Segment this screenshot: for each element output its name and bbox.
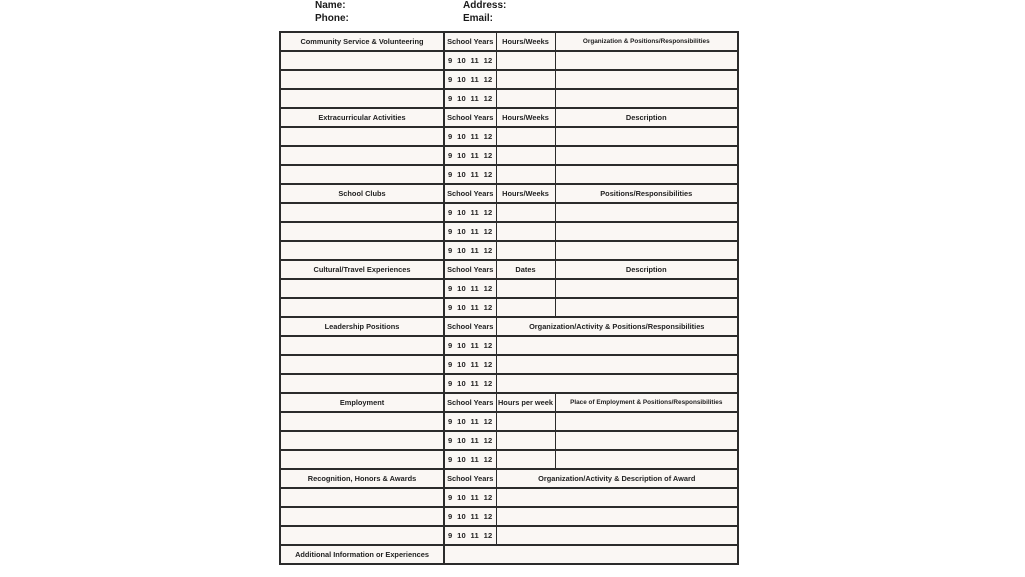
activity-name-field[interactable] <box>280 355 444 374</box>
column-header-school-years: School Years <box>444 32 496 51</box>
additional-information-row <box>280 545 738 564</box>
column-header-place-of-employment-positions-responsibilities: Place of Employment & Positions/Responsibilities <box>555 393 738 412</box>
additional-information-field[interactable] <box>444 545 738 564</box>
entry-row-community-service-volunteering <box>280 89 738 108</box>
entry-row-cultural-travel-experiences <box>280 279 738 298</box>
entry-row-cultural-travel-experiences <box>280 298 738 317</box>
hours-weeks-field[interactable] <box>496 51 555 70</box>
description-field[interactable] <box>555 279 738 298</box>
address-label: Address: <box>463 0 507 11</box>
school-years-options[interactable]: 9 10 11 12 <box>444 51 496 70</box>
activity-name-field[interactable] <box>280 165 444 184</box>
positions-responsibilities-field[interactable] <box>555 222 738 241</box>
section-title: Extracurricular Activities <box>280 108 444 127</box>
section-header-cultural-travel-experiences <box>280 260 738 279</box>
hours-weeks-field[interactable] <box>496 146 555 165</box>
organization-activity-positions-responsibilities-field[interactable] <box>496 374 738 393</box>
section-title: Employment <box>280 393 444 412</box>
activity-name-field[interactable] <box>280 127 444 146</box>
column-header-school-years: School Years <box>444 260 496 279</box>
entry-row-school-clubs <box>280 203 738 222</box>
entry-row-community-service-volunteering <box>280 51 738 70</box>
section-header-extracurricular-activities <box>280 108 738 127</box>
school-years-options[interactable]: 9 10 11 12 <box>444 203 496 222</box>
entry-row-extracurricular-activities <box>280 146 738 165</box>
school-years-options[interactable]: 9 10 11 12 <box>444 431 496 450</box>
entry-row-extracurricular-activities <box>280 165 738 184</box>
entry-row-leadership-positions <box>280 336 738 355</box>
activity-name-field[interactable] <box>280 279 444 298</box>
entry-row-employment <box>280 431 738 450</box>
column-header-organization-activity-description-of-award: Organization/Activity & Description of Award <box>496 469 738 488</box>
activity-name-field[interactable] <box>280 241 444 260</box>
email-label: Email: <box>463 13 494 24</box>
description-field[interactable] <box>555 127 738 146</box>
section-header-community-service-volunteering <box>280 32 738 51</box>
section-header-recognition-honors-awards <box>280 469 738 488</box>
school-years-options[interactable]: 9 10 11 12 <box>444 507 496 526</box>
school-years-options[interactable]: 9 10 11 12 <box>444 450 496 469</box>
school-years-options[interactable]: 9 10 11 12 <box>444 355 496 374</box>
school-years-options[interactable]: 9 10 11 12 <box>444 241 496 260</box>
column-header-hours-weeks: Hours/Weeks <box>496 184 555 203</box>
positions-responsibilities-field[interactable] <box>555 203 738 222</box>
section-header-leadership-positions <box>280 317 738 336</box>
organization-activity-positions-responsibilities-field[interactable] <box>496 336 738 355</box>
column-header-positions-responsibilities: Positions/Responsibilities <box>555 184 738 203</box>
description-field[interactable] <box>555 165 738 184</box>
entry-row-school-clubs <box>280 222 738 241</box>
entry-row-leadership-positions <box>280 355 738 374</box>
hours-weeks-field[interactable] <box>496 222 555 241</box>
organization-positions-responsibilities-field[interactable] <box>555 70 738 89</box>
additional-information-label: Additional Information or Experiences <box>280 545 444 564</box>
activity-name-field[interactable] <box>280 222 444 241</box>
organization-activity-description-of-award-field[interactable] <box>496 488 738 507</box>
positions-responsibilities-field[interactable] <box>555 241 738 260</box>
activity-name-field[interactable] <box>280 507 444 526</box>
school-years-options[interactable]: 9 10 11 12 <box>444 165 496 184</box>
entry-row-recognition-honors-awards <box>280 507 738 526</box>
hours-weeks-field[interactable] <box>496 165 555 184</box>
section-header-employment <box>280 393 738 412</box>
section-title: Recognition, Honors & Awards <box>280 469 444 488</box>
hours-per-week-field[interactable] <box>496 431 555 450</box>
dates-field[interactable] <box>496 279 555 298</box>
school-years-options[interactable]: 9 10 11 12 <box>444 526 496 545</box>
entry-row-school-clubs <box>280 241 738 260</box>
entry-row-community-service-volunteering <box>280 70 738 89</box>
column-header-hours-per-week: Hours per week <box>496 393 555 412</box>
activity-name-field[interactable] <box>280 89 444 108</box>
column-header-organization-positions-responsibilities: Organization & Positions/Responsibilities <box>555 32 738 51</box>
column-header-school-years: School Years <box>444 184 496 203</box>
place-of-employment-positions-responsibilities-field[interactable] <box>555 450 738 469</box>
entry-row-employment <box>280 412 738 431</box>
organization-positions-responsibilities-field[interactable] <box>555 89 738 108</box>
place-of-employment-positions-responsibilities-field[interactable] <box>555 412 738 431</box>
column-header-hours-weeks: Hours/Weeks <box>496 32 555 51</box>
column-header-organization-activity-positions-responsibilities: Organization/Activity & Positions/Responsibilities <box>496 317 738 336</box>
organization-activity-description-of-award-field[interactable] <box>496 507 738 526</box>
entry-row-employment <box>280 450 738 469</box>
school-years-options[interactable]: 9 10 11 12 <box>444 412 496 431</box>
school-years-options[interactable]: 9 10 11 12 <box>444 222 496 241</box>
hours-weeks-field[interactable] <box>496 127 555 146</box>
activity-name-field[interactable] <box>280 450 444 469</box>
school-years-options[interactable]: 9 10 11 12 <box>444 146 496 165</box>
school-years-options[interactable]: 9 10 11 12 <box>444 488 496 507</box>
section-title: Leadership Positions <box>280 317 444 336</box>
hours-per-week-field[interactable] <box>496 412 555 431</box>
description-field[interactable] <box>555 146 738 165</box>
column-header-description: Description <box>555 260 738 279</box>
hours-weeks-field[interactable] <box>496 203 555 222</box>
hours-weeks-field[interactable] <box>496 241 555 260</box>
activity-name-field[interactable] <box>280 412 444 431</box>
school-years-options[interactable]: 9 10 11 12 <box>444 279 496 298</box>
organization-activity-description-of-award-field[interactable] <box>496 526 738 545</box>
dates-field[interactable] <box>496 298 555 317</box>
section-title: Cultural/Travel Experiences <box>280 260 444 279</box>
activity-name-field[interactable] <box>280 51 444 70</box>
column-header-school-years: School Years <box>444 469 496 488</box>
column-header-school-years: School Years <box>444 317 496 336</box>
school-years-options[interactable]: 9 10 11 12 <box>444 336 496 355</box>
entry-row-recognition-honors-awards <box>280 526 738 545</box>
hours-per-week-field[interactable] <box>496 450 555 469</box>
column-header-description: Description <box>555 108 738 127</box>
description-field[interactable] <box>555 298 738 317</box>
hours-weeks-field[interactable] <box>496 70 555 89</box>
activity-name-field[interactable] <box>280 298 444 317</box>
school-years-options[interactable]: 9 10 11 12 <box>444 374 496 393</box>
activity-name-field[interactable] <box>280 374 444 393</box>
column-header-school-years: School Years <box>444 393 496 412</box>
activity-name-field[interactable] <box>280 146 444 165</box>
activity-name-field[interactable] <box>280 488 444 507</box>
activity-name-field[interactable] <box>280 431 444 450</box>
entry-row-recognition-honors-awards <box>280 488 738 507</box>
section-header-school-clubs <box>280 184 738 203</box>
column-header-school-years: School Years <box>444 108 496 127</box>
school-years-options[interactable]: 9 10 11 12 <box>444 89 496 108</box>
name-label: Name: <box>315 0 346 11</box>
section-title: School Clubs <box>280 184 444 203</box>
place-of-employment-positions-responsibilities-field[interactable] <box>555 431 738 450</box>
column-header-hours-weeks: Hours/Weeks <box>496 108 555 127</box>
section-title: Community Service & Volunteering <box>280 32 444 51</box>
organization-activity-positions-responsibilities-field[interactable] <box>496 355 738 374</box>
school-years-options[interactable]: 9 10 11 12 <box>444 70 496 89</box>
hours-weeks-field[interactable] <box>496 89 555 108</box>
activity-name-field[interactable] <box>280 70 444 89</box>
activity-name-field[interactable] <box>280 336 444 355</box>
school-years-options[interactable]: 9 10 11 12 <box>444 298 496 317</box>
phone-label: Phone: <box>315 13 349 24</box>
organization-positions-responsibilities-field[interactable] <box>555 51 738 70</box>
column-header-dates: Dates <box>496 260 555 279</box>
activity-name-field[interactable] <box>280 526 444 545</box>
activity-name-field[interactable] <box>280 203 444 222</box>
entry-row-leadership-positions <box>280 374 738 393</box>
activities-table <box>279 31 739 565</box>
entry-row-extracurricular-activities <box>280 127 738 146</box>
school-years-options[interactable]: 9 10 11 12 <box>444 127 496 146</box>
